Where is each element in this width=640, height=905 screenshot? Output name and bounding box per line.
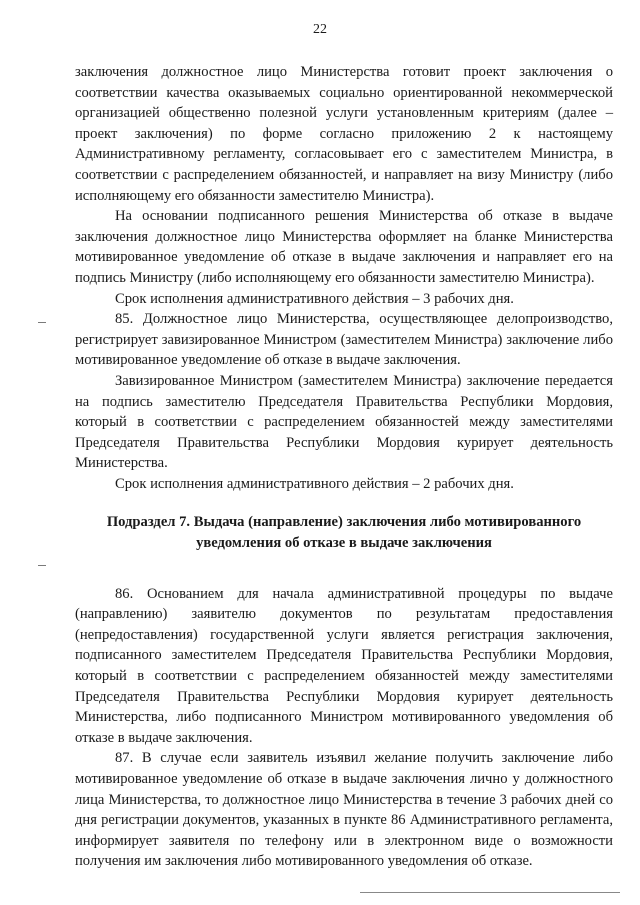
document-body [75,62,613,872]
paragraph-continued: заключения должностное лицо Министерства готовит проект заключения о соответствии качества оказываемых социально ориентированной некоммерческой организацией общественно полезной услуги установленным критериям (далее – проект заключения) по форме согласно приложению 2 к настоящему Административному регламенту, согласовывает его с заместителем Министра, в соответствии с распределением обязанностей, и направляет на визу Министру (либо исполняющему его обязанности заместителю Министра). [75,64,613,204]
paragraph: Срок исполнения административного действия – 2 рабочих дня. [115,475,514,492]
paragraph: На основании подписанного решения Министерства об отказе в выдаче заключения должностное лицо Министерства оформляет на бланке Министерства мотивированное уведомление об отказе в выдаче заключения и направляет его на подпись Министру (либо исполняющему его обязанности заместителю Министра). [75,208,613,286]
subsection-heading: Подраздел 7. Выдача (направление) заключения либо мотивированного уведомления об отказе в выдаче заключения [106,514,582,552]
margin-mark [38,565,46,568]
paragraph-87: 87. В случае если заявитель изъявил желание получить заключение либо мотивированное уведомление об отказе в выдаче заключения лично у должностного лица Министерства, то должностное лицо Министерства в течение 3 рабочих дней со дня регистрации документов, указанных в пункте 86 Административного регламента, информирует заявителя по телефону или в электронном виде о возможности получения им заключения либо мотивированного уведомления об отказе. [75,750,613,870]
paragraph: Срок исполнения административного действия – 3 рабочих дня. [115,290,514,307]
paragraph-86: 86. Основанием для начала административной процедуры по выдаче (направлению) заявителю документов по результатам предоставления (непредоставления) государственной услуги является регистрация заключения, подписанного заместителем Председателя Правительства Республики Мордовия, который в соответствии с распределением обязанностей между заместителями Председателя Правительства Республики Мордовия курирует деятельность Министерства, либо подписанного Министром мотивированного уведомления об отказе в выдаче заключения. [75,585,613,746]
footer-rule [360,892,620,893]
paragraph-85: 85. Должностное лицо Министерства, осуществляющее делопроизводство, регистрирует завизированное Министром (заместителем Министра) заключение либо мотивированное уведомление об отказе в выдаче заключения. [75,311,613,369]
paragraph: Завизированное Министром (заместителем Министра) заключение передается на подпись заместителю Председателя Правительства Республики Мордовия, который в соответствии с распределением обязанностей между заместителями Председателя Правительства Республики Мордовия курирует деятельность Министерства. [75,372,613,472]
page-number: 22 [313,22,327,37]
margin-mark [38,322,46,325]
